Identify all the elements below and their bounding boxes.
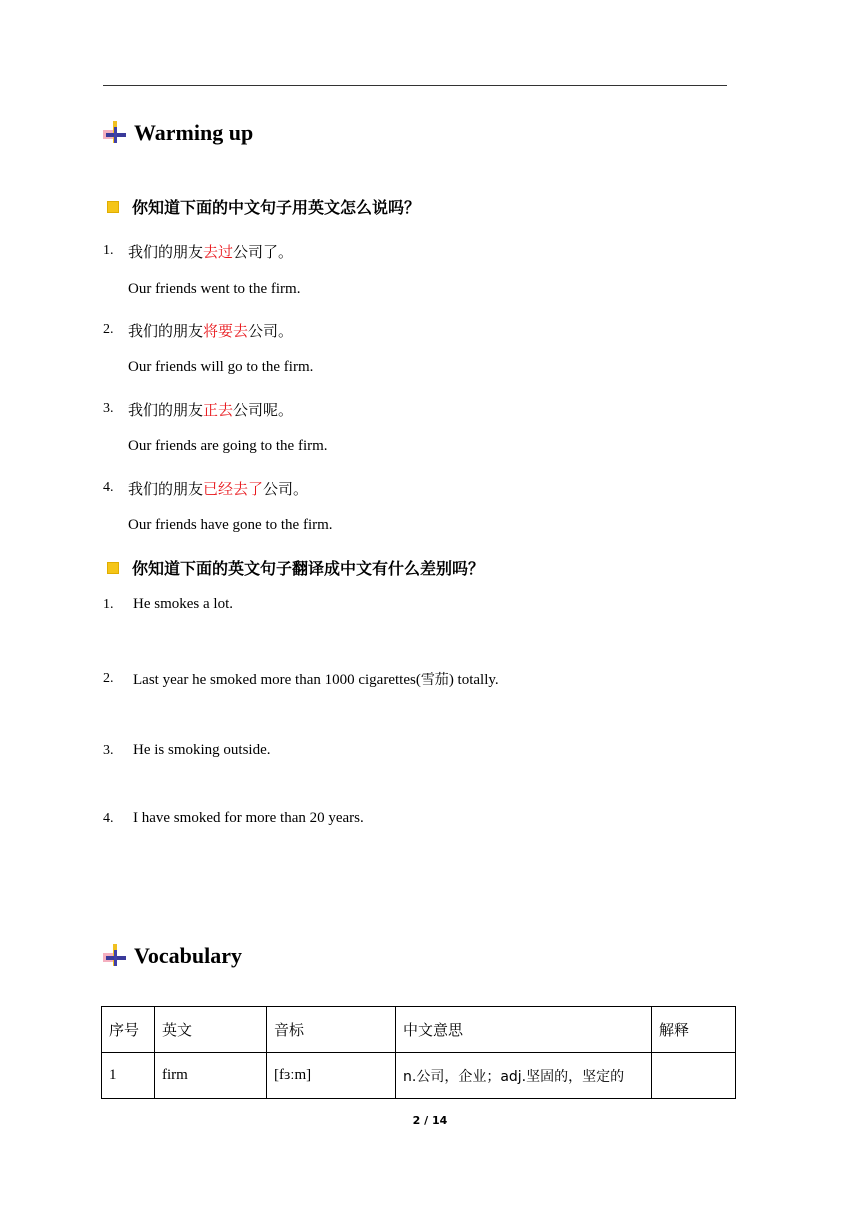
cell-index: 1 xyxy=(102,1053,155,1099)
sentence-part: 我们的朋友 xyxy=(128,243,204,261)
sentence-part: 公司。 xyxy=(248,322,294,340)
chinese-sentence xyxy=(128,241,293,262)
item-number: 2. xyxy=(103,671,114,686)
sub-heading-english-to-chinese xyxy=(107,556,484,579)
item-number: 4. xyxy=(103,811,114,826)
header-chinese-meaning: 中文意思 xyxy=(396,1007,652,1053)
section-title-text: Vocabulary xyxy=(134,943,242,968)
cell-english: firm xyxy=(155,1053,267,1099)
chinese-sentence xyxy=(128,320,293,341)
table-header-row xyxy=(102,1007,736,1053)
item-number: 1. xyxy=(103,243,114,258)
sentence-part: ) totally. xyxy=(448,672,499,688)
chinese-sentence xyxy=(128,478,308,499)
cell-explanation xyxy=(652,1053,736,1099)
item-number: 3. xyxy=(103,401,114,416)
section-title-warming-up xyxy=(103,118,253,148)
chinese-sentence xyxy=(128,399,293,420)
item-number: 1. xyxy=(103,597,114,612)
page-number: 2 / 14 xyxy=(412,1114,448,1127)
highlight-word: 去过 xyxy=(203,243,234,261)
highlight-word: 将要去 xyxy=(203,322,249,340)
header-rule xyxy=(103,85,727,86)
sub-heading-text: 你知道下面的英文句子翻译成中文有什么差别吗？ xyxy=(132,559,485,578)
english-translation: Our friends went to the firm. xyxy=(128,281,301,297)
header-english: 英文 xyxy=(155,1007,267,1053)
sentence-part: 我们的朋友 xyxy=(128,401,204,419)
cell-chinese-meaning: n.公司，企业；adj.坚固的，坚定的 xyxy=(396,1053,652,1099)
english-sentence: I have smoked for more than 20 years. xyxy=(133,810,364,826)
header-explanation: 解释 xyxy=(652,1007,736,1053)
highlight-word: 正去 xyxy=(203,401,234,419)
sub-heading-text: 你知道下面的中文句子用英文怎么说吗？ xyxy=(132,198,421,217)
sentence-part: 我们的朋友 xyxy=(128,480,204,498)
section-marker-icon xyxy=(103,120,129,146)
sentence-part: Last year he smoked more than 1000 cigarettes( xyxy=(133,672,421,688)
yellow-square-icon xyxy=(107,201,119,213)
item-number: 2. xyxy=(103,322,114,337)
english-translation: Our friends are going to the firm. xyxy=(128,438,328,454)
table-row xyxy=(102,1053,736,1099)
sentence-part: 公司了。 xyxy=(233,243,294,261)
sentence-part: 我们的朋友 xyxy=(128,322,204,340)
item-number: 4. xyxy=(103,480,114,495)
sub-heading-chinese-to-english xyxy=(107,195,420,218)
chinese-gloss: 雪茄 xyxy=(420,672,449,688)
section-marker-icon xyxy=(103,943,129,969)
english-sentence: He smokes a lot. xyxy=(133,596,233,612)
english-translation: Our friends will go to the firm. xyxy=(128,359,314,375)
yellow-square-icon xyxy=(107,562,119,574)
item-number: 3. xyxy=(103,743,114,758)
cell-phonetic: [fɜːm] xyxy=(267,1053,396,1099)
vocabulary-table xyxy=(101,1006,736,1099)
english-sentence xyxy=(133,669,499,689)
sentence-part: 公司呢。 xyxy=(233,401,294,419)
sentence-part: 公司。 xyxy=(263,480,309,498)
header-phonetic: 音标 xyxy=(267,1007,396,1053)
english-translation: Our friends have gone to the firm. xyxy=(128,517,333,533)
english-sentence: He is smoking outside. xyxy=(133,742,271,758)
section-title-vocabulary xyxy=(103,941,242,971)
section-title-text: Warming up xyxy=(134,120,254,145)
header-index: 序号 xyxy=(102,1007,155,1053)
highlight-word: 已经去了 xyxy=(203,480,264,498)
